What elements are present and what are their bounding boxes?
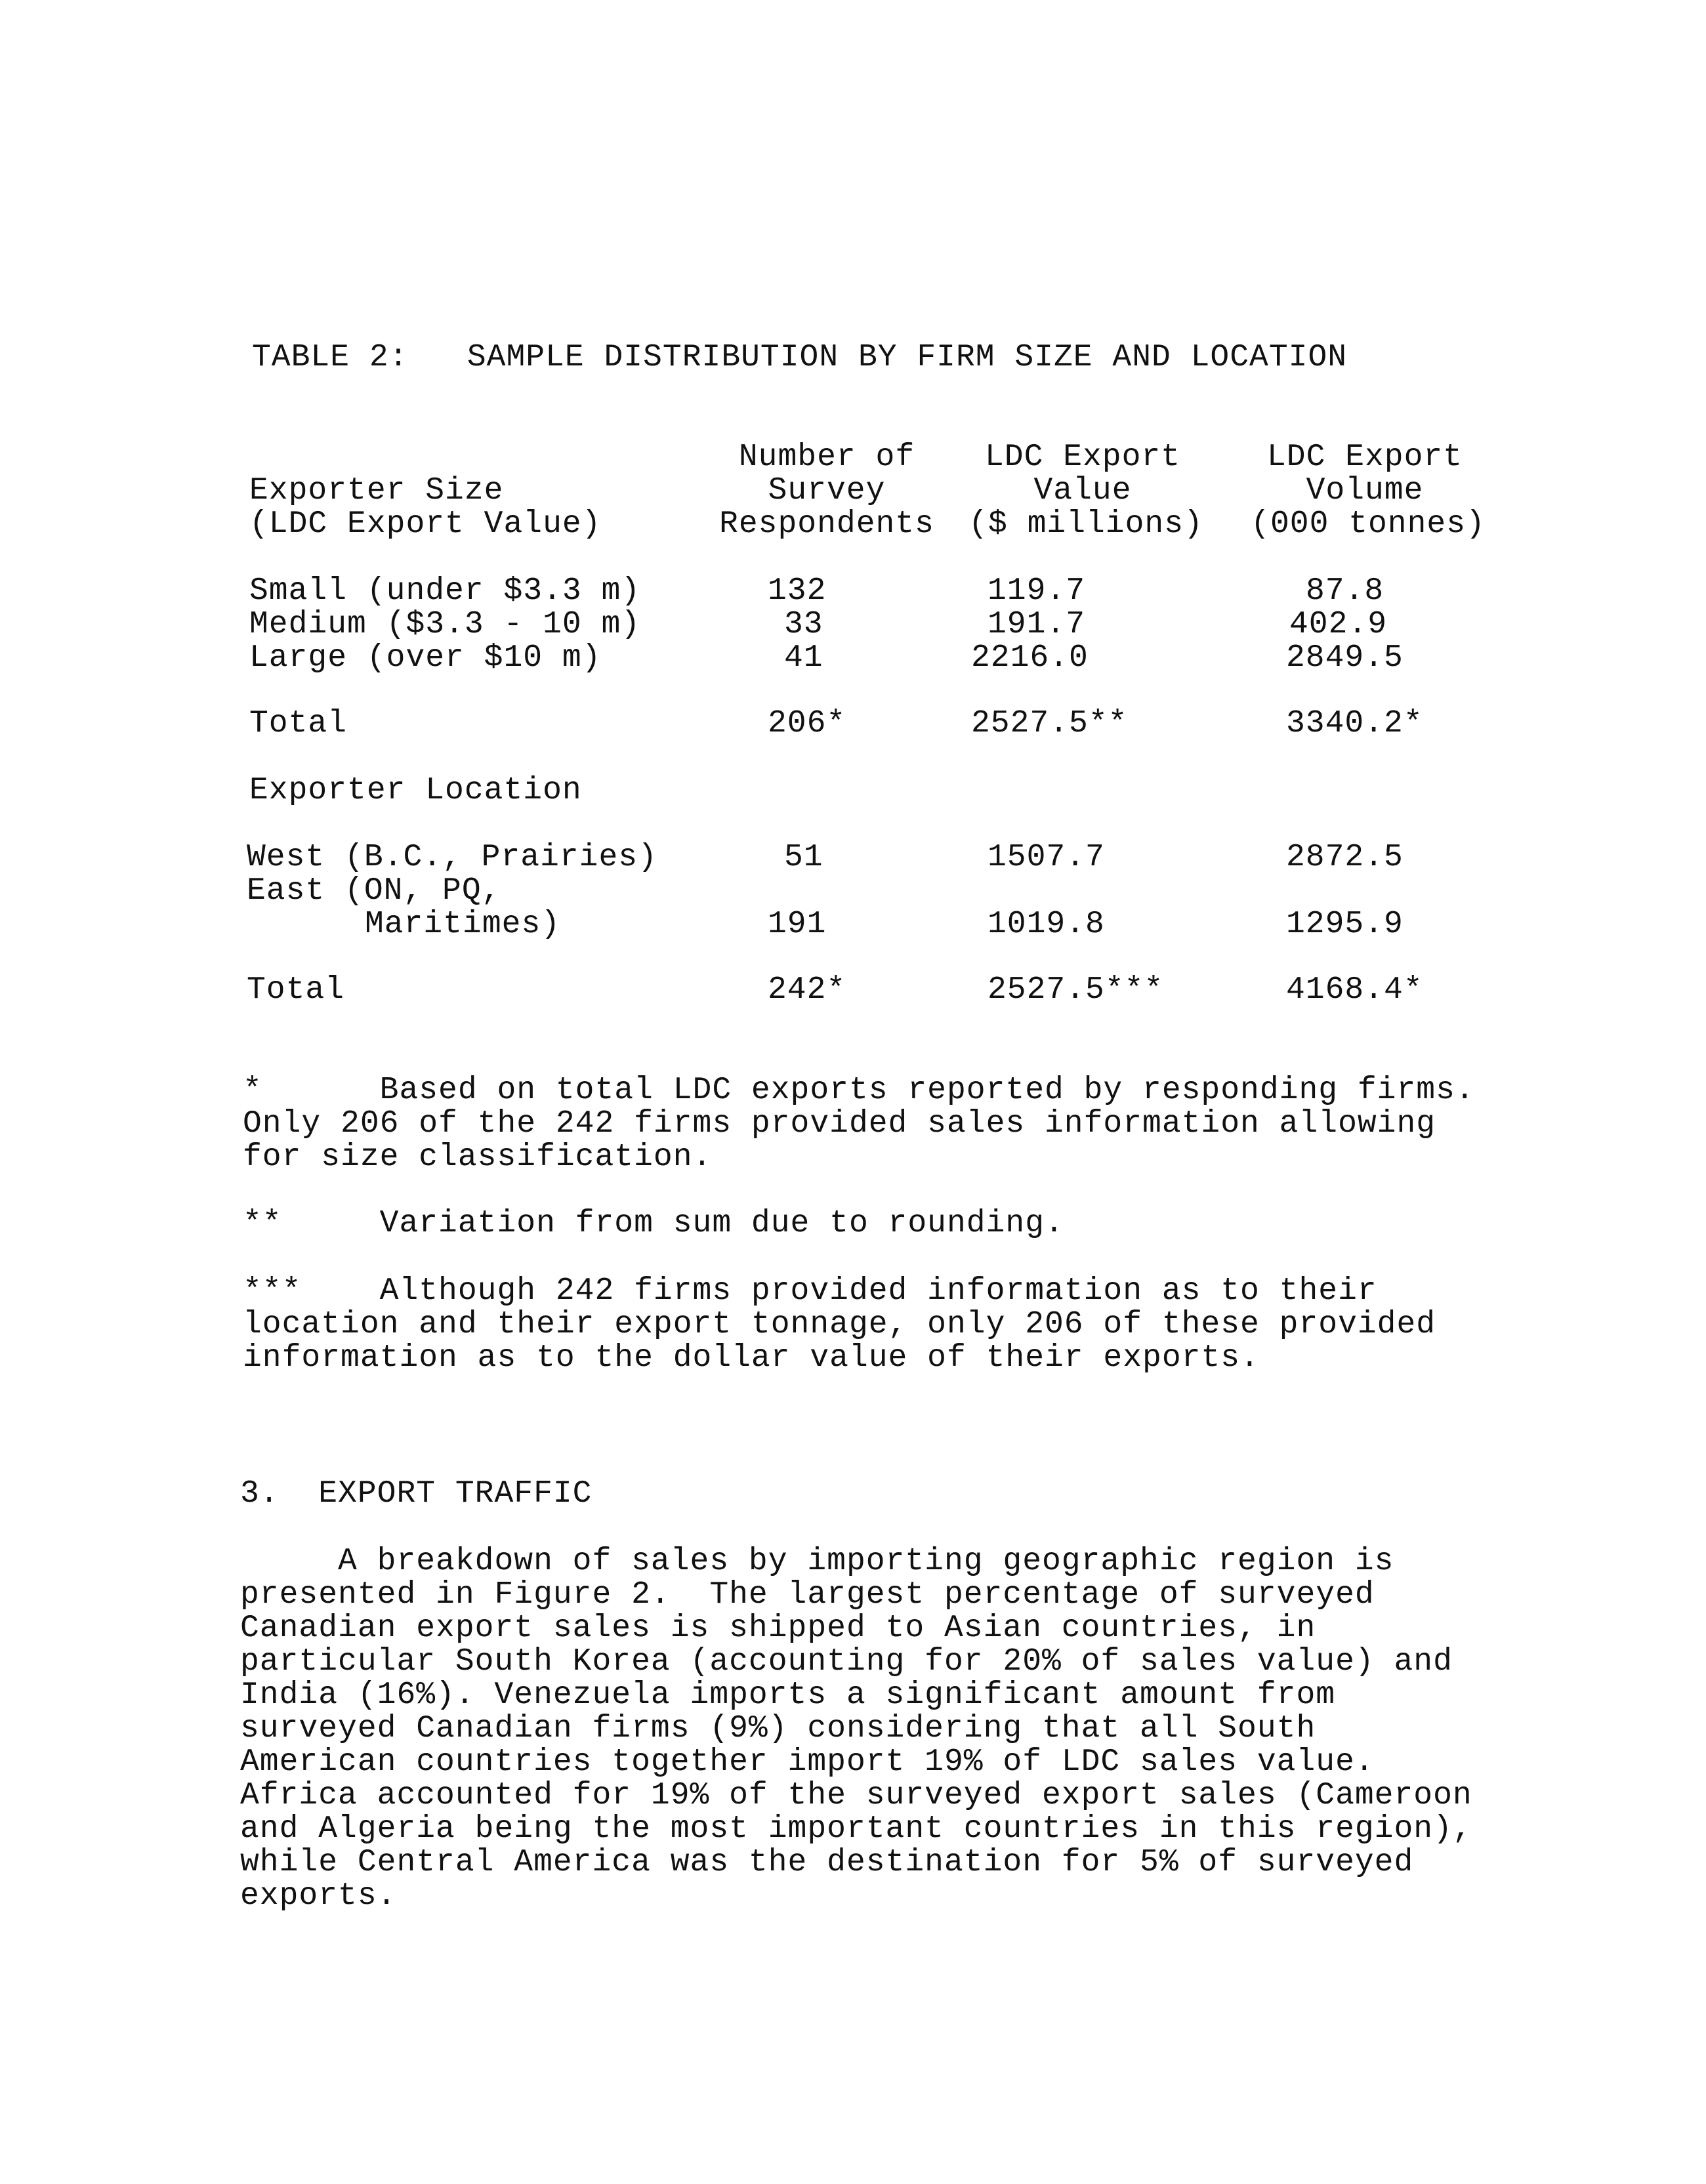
row-medium-label: Medium ($3.3 - 10 m) xyxy=(249,607,641,642)
row-large-value: 2216.0 xyxy=(971,640,1089,676)
note-3-line-2: location and their export tonnage, only 206 of these provided xyxy=(243,1307,1436,1342)
paragraph-line-3: Canadian export sales is shipped to Asian countries, in xyxy=(240,1611,1316,1646)
row-west-label: West (B.C., Prairies) xyxy=(247,840,657,875)
size-total-label: Total xyxy=(249,706,348,741)
row-west-n: 51 xyxy=(784,840,823,875)
header-volume: Volume xyxy=(1306,473,1424,508)
note-2-line-1: ** Variation from sum due to rounding. xyxy=(243,1206,1064,1241)
header-exporter-size: Exporter Size xyxy=(249,473,504,508)
location-heading: Exporter Location xyxy=(249,773,582,808)
header-ldc-export-value: (LDC Export Value) xyxy=(249,506,602,542)
table-title: TABLE 2: SAMPLE DISTRIBUTION BY FIRM SIZE AND LOCATION xyxy=(252,340,1348,375)
row-large-n: 41 xyxy=(784,640,823,676)
row-large-volume: 2849.5 xyxy=(1286,640,1404,676)
note-3-line-3: information as to the dollar value of their exports. xyxy=(243,1340,1260,1376)
row-medium-value: 191.7 xyxy=(988,607,1086,642)
row-east-label-line1: East (ON, PQ, xyxy=(247,873,501,909)
paragraph-line-8: Africa accounted for 19% of the surveyed export sales (Cameroon xyxy=(240,1778,1472,1813)
section-heading: 3. EXPORT TRAFFIC xyxy=(240,1476,593,1512)
paragraph-line-1: A breakdown of sales by importing geographic region is xyxy=(240,1544,1394,1579)
row-west-volume: 2872.5 xyxy=(1286,840,1404,875)
row-large-label: Large (over $10 m) xyxy=(249,640,602,676)
header-000-tonnes: (000 tonnes) xyxy=(1251,506,1486,542)
note-1-line-3: for size classification. xyxy=(243,1140,713,1175)
location-total-value: 2527.5*** xyxy=(988,972,1164,1008)
size-total-volume: 3340.2* xyxy=(1286,706,1423,741)
header-survey: Survey xyxy=(768,473,886,508)
header-respondents: Respondents xyxy=(719,506,934,542)
row-medium-n: 33 xyxy=(784,607,823,642)
row-east-label-line2: Maritimes) xyxy=(365,907,561,942)
size-total-value: 2527.5** xyxy=(971,706,1128,741)
paragraph-line-6: surveyed Canadian firms (9%) considering that all South xyxy=(240,1711,1316,1746)
header-value: Value xyxy=(1033,473,1132,508)
paragraph-line-5: India (16%). Venezuela imports a significant amount from xyxy=(240,1678,1336,1713)
row-small-volume: 87.8 xyxy=(1306,573,1384,609)
paragraph-line-2: presented in Figure 2. The largest percentage of surveyed xyxy=(240,1577,1375,1613)
size-total-n: 206* xyxy=(768,706,846,741)
note-1-line-1: * Based on total LDC exports reported by responding firms. xyxy=(243,1073,1475,1108)
header-ldc-export-2: LDC Export xyxy=(984,440,1181,475)
note-1-line-2: Only 206 of the 242 firms provided sales information allowing xyxy=(243,1106,1436,1142)
row-small-value: 119.7 xyxy=(988,573,1086,609)
paragraph-line-9: and Algeria being the most important countries in this region), xyxy=(240,1811,1472,1847)
header-dollar-millions: ($ millions) xyxy=(968,506,1203,542)
paragraph-line-4: particular South Korea (accounting for 20% of sales value) and xyxy=(240,1644,1453,1679)
row-small-n: 132 xyxy=(768,573,827,609)
paragraph-line-11: exports. xyxy=(240,1878,397,1914)
row-east-volume: 1295.9 xyxy=(1286,907,1404,942)
row-west-value: 1507.7 xyxy=(988,840,1105,875)
row-east-n: 191 xyxy=(768,907,827,942)
row-small-label: Small (under $3.3 m) xyxy=(249,573,641,609)
location-total-n: 242* xyxy=(768,972,846,1008)
location-total-volume: 4168.4* xyxy=(1286,972,1423,1008)
location-total-label: Total xyxy=(247,972,345,1008)
row-east-value: 1019.8 xyxy=(988,907,1105,942)
row-medium-volume: 402.9 xyxy=(1289,607,1388,642)
paragraph-line-7: American countries together import 19% of LDC sales value. xyxy=(240,1744,1375,1780)
header-number-of: Number of xyxy=(738,440,915,475)
header-ldc-export-3: LDC Export xyxy=(1266,440,1463,475)
paragraph-line-10: while Central America was the destination for 5% of surveyed xyxy=(240,1845,1414,1880)
note-3-line-1: *** Although 242 firms provided information as to their xyxy=(243,1273,1377,1309)
